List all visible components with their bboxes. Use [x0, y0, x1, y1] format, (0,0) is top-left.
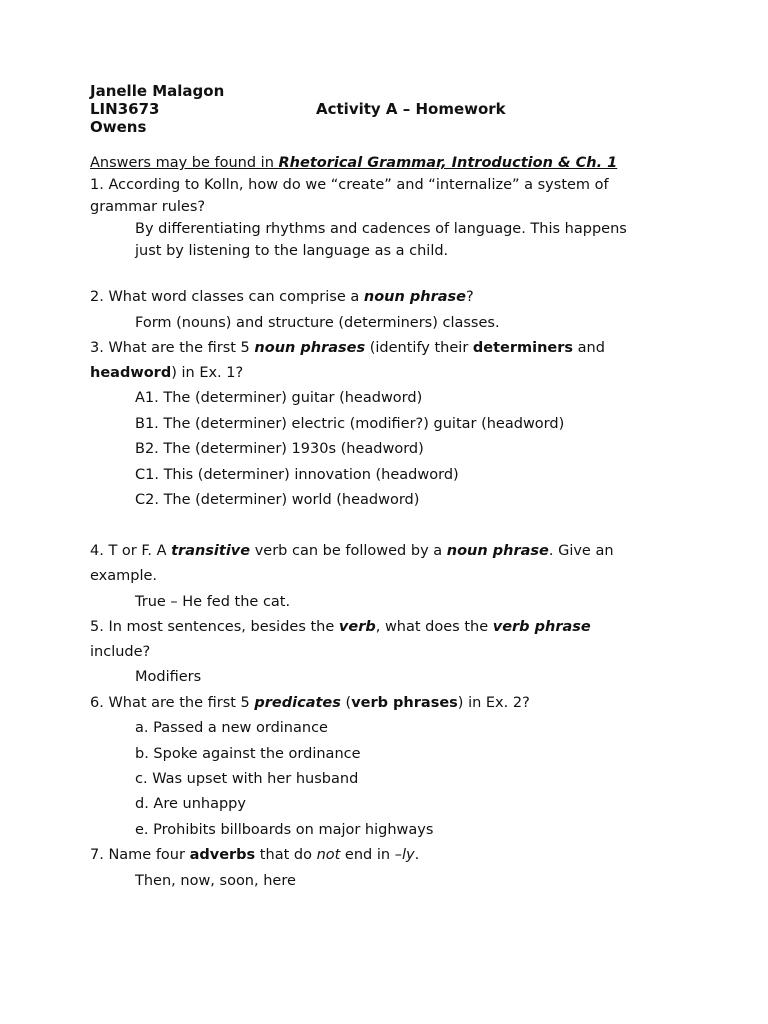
q2-pre: 2. What word classes can comprise a: [90, 289, 364, 305]
answer-4: True – He fed the cat.: [135, 594, 291, 610]
q7-pre: 7. Name four: [90, 847, 190, 863]
q3-pre: 3. What are the first 5: [90, 340, 255, 356]
q4-pre: 4. T or F. A: [90, 543, 172, 559]
q6-pre: 6. What are the first 5: [90, 695, 255, 711]
answer-3-item: C1. This (determiner) innovation (headword): [135, 467, 459, 483]
q5-mid: , what does the: [375, 619, 493, 635]
q4-post: . Give an: [548, 543, 614, 559]
q7-term: adverbs: [189, 847, 256, 863]
instructor-name: Owens: [90, 118, 147, 136]
question-6: [90, 693, 530, 713]
q7-mid2: end in: [340, 847, 395, 863]
answer-2: Form (nouns) and structure (determiners) classes.: [135, 315, 500, 331]
question-4-line-1: [90, 541, 614, 561]
answer-3-item: B1. The (determiner) electric (modifier?) guitar (headword): [135, 416, 565, 432]
q6-term2: verb phrases: [351, 695, 458, 711]
q3-mid1: (identify their: [365, 340, 473, 356]
question-2: [90, 287, 474, 307]
answer-6-item: c. Was upset with her husband: [135, 771, 359, 787]
answer-6-item: e. Prohibits billboards on major highways: [135, 822, 434, 838]
activity-title: Activity A – Homework: [316, 100, 506, 118]
q7-mid: that do: [255, 847, 317, 863]
q7-post: .: [414, 847, 420, 863]
answer-1-line-2: just by listening to the language as a child.: [135, 243, 449, 259]
q3-term2: determiners: [472, 340, 574, 356]
answer-7: Then, now, soon, here: [135, 873, 296, 889]
q3-mid2: and: [573, 340, 605, 356]
answer-6-item: b. Spoke against the ordinance: [135, 746, 361, 762]
answer-3-item: C2. The (determiner) world (headword): [135, 492, 420, 508]
q3-post: ) in Ex. 1?: [171, 365, 244, 381]
question-3-line-1: [90, 338, 605, 358]
q4-term2: noun phrase: [446, 543, 549, 559]
question-5-line-1: [90, 617, 591, 637]
q3-term3: headword: [90, 365, 172, 381]
answer-3-item: B2. The (determiner) 1930s (headword): [135, 441, 424, 457]
course-code: LIN3673: [90, 100, 160, 118]
q2-term: noun phrase: [363, 289, 466, 305]
q6-post: ) in Ex. 2?: [457, 695, 530, 711]
answer-1-line-1: By differentiating rhythms and cadences of language. This happens: [135, 221, 627, 237]
student-name: Janelle Malagon: [90, 82, 225, 100]
question-3-line-2: [90, 363, 243, 383]
q6-term: predicates: [254, 695, 341, 711]
question-5-line-2: include?: [90, 644, 151, 660]
question-4-line-2: example.: [90, 568, 158, 584]
q5-term: verb: [338, 619, 376, 635]
intro-line: [90, 153, 617, 173]
intro-text: Answers may be found in: [90, 155, 279, 171]
answer-6-item: d. Are unhappy: [135, 796, 246, 812]
answer-3-item: A1. The (determiner) guitar (headword): [135, 390, 423, 406]
answer-5: Modifiers: [135, 669, 202, 685]
q4-term: transitive: [171, 543, 251, 559]
q6-mid: (: [340, 695, 352, 711]
question-1-line-1: 1. According to Kolln, how do we “create” and “internalize” a system of: [90, 177, 609, 193]
question-7: [90, 845, 419, 865]
q4-mid: verb can be followed by a: [250, 543, 447, 559]
q3-term: noun phrases: [254, 340, 366, 356]
q5-pre: 5. In most sentences, besides the: [90, 619, 339, 635]
intro-source: Rhetorical Grammar, Introduction & Ch. 1: [278, 155, 618, 171]
q2-post: ?: [465, 289, 474, 305]
q7-term2: not: [316, 847, 341, 863]
q7-term3: –ly: [394, 847, 415, 863]
q5-term2: verb phrase: [492, 619, 591, 635]
answer-6-item: a. Passed a new ordinance: [135, 720, 328, 736]
question-1-line-2: grammar rules?: [90, 199, 206, 215]
